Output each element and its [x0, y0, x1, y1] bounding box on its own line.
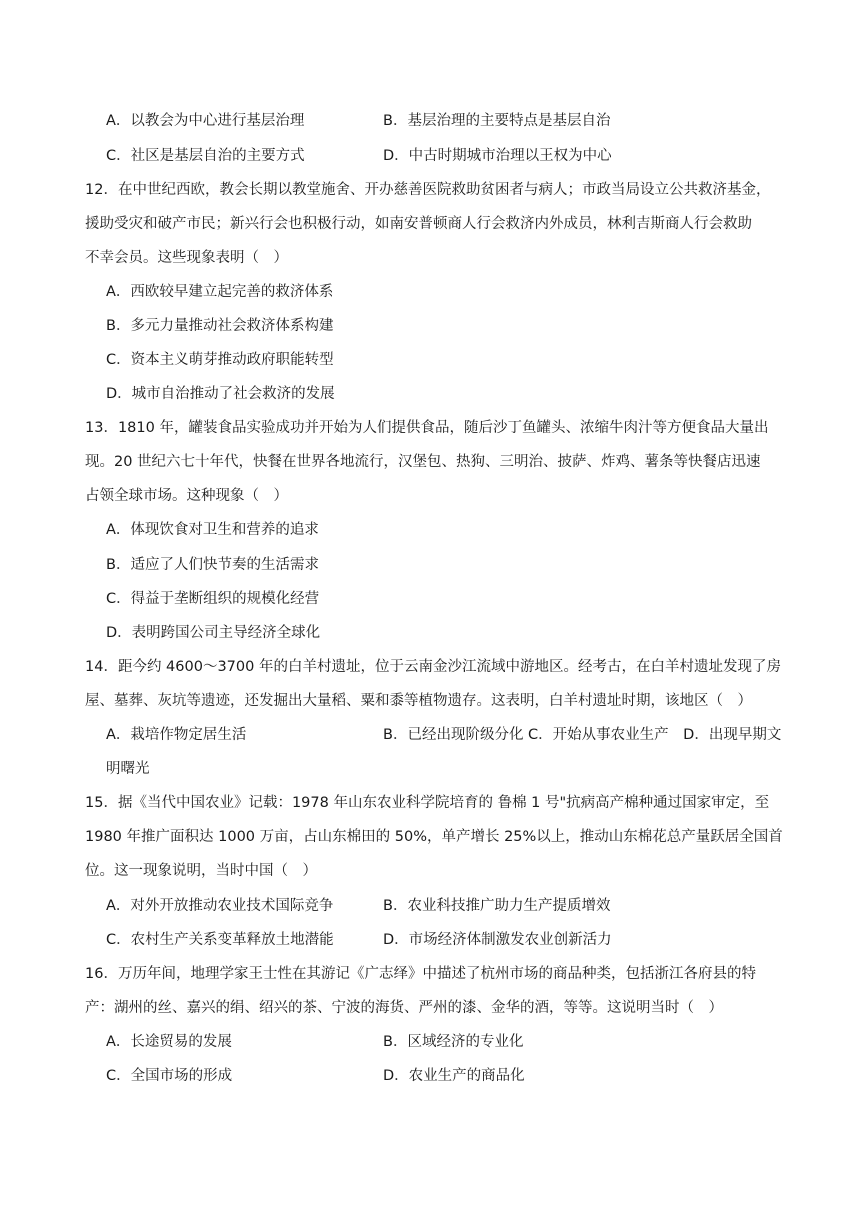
- q16-option-a: A．长途贸易的发展: [106, 1034, 232, 1050]
- q14-option-a: A．栽培作物定居生活: [106, 727, 247, 743]
- q12-stem-line-2: 援助受灾和破产市民；新兴行会也积极行动，如南安普顿商人行会救济内外成员，林利吉斯商人行会救助: [85, 216, 752, 232]
- q16-option-c: C．全国市场的形成: [106, 1068, 233, 1084]
- q15-option-a: A．对外开放推动农业技术国际竞争: [106, 898, 334, 914]
- q13-option-d: D．表明跨国公司主导经济全球化: [106, 625, 321, 641]
- q14-options-bcd: B．已经出现阶级分化 C．开始从事农业生产 D．出现早期文: [383, 727, 782, 743]
- q13-option-a: A．体现饮食对卫生和营养的追求: [106, 522, 319, 538]
- q11-option-a: A．以教会为中心进行基层治理: [106, 113, 305, 129]
- q15-stem-line-1: 15．据《当代中国农业》记载：1978 年山东农业科学院培育的 鲁棉 1 号"抗病高产棉种通过国家审定，至: [85, 795, 770, 811]
- q12-option-c: C．资本主义萌芽推动政府职能转型: [106, 352, 334, 368]
- q13-stem-line-2: 现。20 世纪六七十年代，快餐在世界各地流行，汉堡包、热狗、三明治、披萨、炸鸡、薯条等快餐店迅速: [85, 454, 761, 470]
- q16-stem-line-1: 16．万历年间，地理学家王士性在其游记《广志绎》中描述了杭州市场的商品种类，包括浙江各府县的特: [85, 966, 756, 982]
- q15-option-b: B．农业科技推广助力生产提质增效: [383, 898, 611, 914]
- q15-stem-line-3: 位。这一现象说明，当时中国（ ）: [85, 863, 317, 879]
- q16-option-d: D．农业生产的商品化: [383, 1068, 525, 1084]
- q16-stem-line-2: 产：湖州的丝、嘉兴的绢、绍兴的茶、宁波的海货、严州的漆、金华的酒，等等。这说明当时（ ）: [85, 1000, 723, 1016]
- q13-stem-line-1: 13．1810 年，罐装食品实验成功并开始为人们提供食品，随后沙丁鱼罐头、浓缩牛肉汁等方便食品大量出: [85, 420, 769, 436]
- q16-option-b: B．区域经济的专业化: [383, 1034, 524, 1050]
- q13-option-c: C．得益于垄断组织的规模化经营: [106, 591, 320, 607]
- q14-option-d-continued: 明曙光: [106, 761, 150, 777]
- q11-option-d: D．中古时期城市治理以王权为中心: [383, 148, 612, 164]
- q11-option-c: C．社区是基层自治的主要方式: [106, 148, 305, 164]
- q11-option-b: B．基层治理的主要特点是基层自治: [383, 113, 611, 129]
- q12-stem-line-1: 12．在中世纪西欧，教会长期以教堂施舍、开办慈善医院救助贫困者与病人；市政当局设立公共救济基金，: [85, 182, 771, 198]
- q12-option-b: B．多元力量推动社会救济体系构建: [106, 318, 334, 334]
- q13-stem-line-3: 占领全球市场。这种现象（ ）: [85, 488, 288, 504]
- q12-option-a: A．西欧较早建立起完善的救济体系: [106, 284, 334, 300]
- q14-stem-line-1: 14．距今约 4600～3700 年的白羊村遗址，位于云南金沙江流域中游地区。经考古，在白羊村遗址发现了房: [85, 659, 781, 675]
- q13-option-b: B．适应了人们快节奏的生活需求: [106, 557, 319, 573]
- q14-stem-line-2: 屋、墓葬、灰坑等遗迹，还发掘出大量稻、粟和黍等植物遗存。这表明，白羊村遗址时期，该地区（ ）: [85, 693, 752, 709]
- q15-stem-line-2: 1980 年推广面积达 1000 万亩，占山东棉田的 50%，单产增长 25%以上，推动山东棉花总产量跃居全国首: [85, 829, 783, 845]
- q15-option-d: D．市场经济体制激发农业创新活力: [383, 932, 612, 948]
- q12-option-d: D．城市自治推动了社会救济的发展: [106, 386, 335, 402]
- q15-option-c: C．农村生产关系变革释放土地潜能: [106, 932, 334, 948]
- q12-stem-line-3: 不幸会员。这些现象表明（ ）: [85, 250, 288, 266]
